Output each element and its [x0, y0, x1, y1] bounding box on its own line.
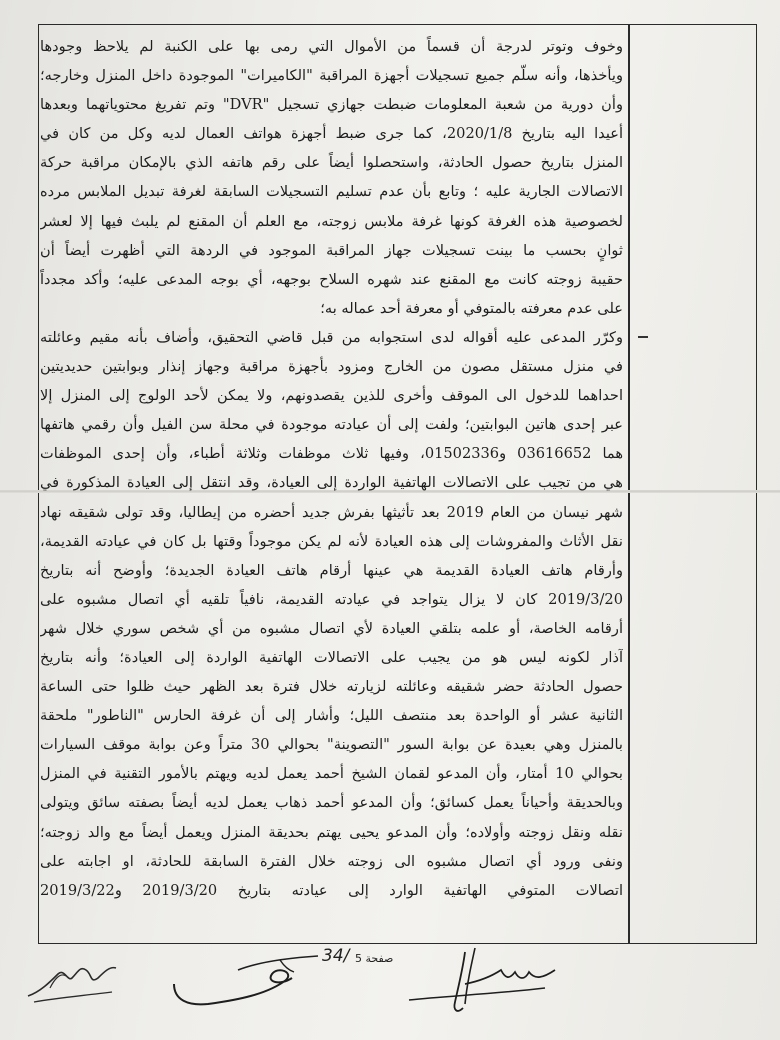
- right-signature: [405, 944, 585, 1020]
- text-line: الثانية عشر أو الواحدة بعد منتصف الليل؛ وأشار إلى أن غرفة الحارس "الناطور" ملحقة: [40, 707, 623, 725]
- text-line: لخصوصية هذه الغرفة كونها غرفة ملابس زوجته، مع العلم أن المقنع لم يلبث فيها إلا لعشر: [40, 212, 623, 230]
- text-line: في منزل مستقل مصون من الخارج ومزود بأجهزة مراقبة وجهاز إنذار وبوابتين حديديتين: [40, 358, 623, 376]
- text-line: أرقامه الخاصة، أو علمه بتلقي العيادة لأي اتصال مشبوه من أي شخص سوري خلال شهر: [40, 619, 623, 637]
- text-line: وأرقام هاتف العيادة القديمة هي عينها أرقام هاتف العيادة الجديدة؛ وأوضح أنه بتاريخ: [40, 561, 623, 579]
- text-line: وكرّر المدعى عليه أقواله لدى استجوابه من قبل قاضي التحقيق، وأضاف بأنه مقيم وعائلته: [40, 328, 623, 346]
- text-line: على عدم معرفته بالمتوفي أو معرفة أحد عماله به؛: [320, 299, 623, 317]
- text-line: حقيبة زوجته كانت مع المقنع عند شهره السلاح بوجهه، أي بوجه المدعى عليه؛ وأكد مجدداً: [40, 270, 623, 288]
- text-line: وخوف وتوتر لدرجة أن قسماً من الأموال التي رمى بها على الكنبة لم يلاحظ وجودها: [40, 38, 623, 55]
- text-line: المنزل بتاريخ حصول الحادثة، واستحصلوا أيضاً على رقم هاتفه الذي بالإمكان مراقبة حركة: [40, 154, 623, 172]
- text-line: نقل الأثاث والمفروشات إلى هذه العيادة لأنه لم يكن موجوداً وقتها بل كان في عيادته القديمة،: [40, 532, 623, 550]
- text-line: هما 03616652 و01502336، وفيها ثلاث موظفات وثلاثة أطباء، وأن إحدى الموظفات: [40, 445, 623, 463]
- margin-column-divider: [628, 24, 630, 944]
- document-body: [40, 32, 623, 905]
- page-footer: [0, 944, 780, 1040]
- text-line: آذار لكونه ليس هو من يجيب على الاتصالات الهاتفية الواردة إلى العيادة؛ وأنه بتاريخ: [40, 648, 623, 666]
- paragraph-dash-marker: [638, 336, 648, 338]
- text-line: بحوالي 10 أمتار، وأن المدعو لقمان الشيخ أحمد يعمل لديه ويهتم بالأمور التقنية في المنزل: [40, 765, 623, 783]
- text-line: نقله ونقل زوجته وأولاده؛ وأن المدعو يحيى يهتم بحديقة المنزل ويعمل أيضاً مع والد زوجته؛: [40, 823, 623, 841]
- text-line: وبالحديقة وأحياناً يعمل كسائق؛ وأن المدعو أحمد ذهاب يعمل لديه أيضاً بصفته سائق ويتولى: [40, 794, 623, 812]
- text-line: عبر إحدى هاتين البوابتين؛ ولفت إلى أن عيادته موجودة في محلة سن الفيل وأن رقمي هاتفها: [40, 416, 623, 434]
- left-signature: [20, 952, 130, 1008]
- text-line: ونفى ورود أي اتصال مشبوه الى زوجته خلال الفترة السابقة للحادثة، او اجابته على: [40, 852, 623, 870]
- text-line: احداهما للدخول الى الموقف وأخرى للذين يقصدونهم، ولا يمكن لأحد الولوج إلى المنزل إلا: [40, 387, 623, 405]
- text-line: ثوانٍ بحسب ما بينت تسجيلات جهاز المراقبة الموجود في الردهة التي أظهرت أيضاً أن: [40, 241, 623, 259]
- center-signature: [168, 950, 328, 1010]
- text-line: هي من تجيب على الاتصالات الهاتفية الواردة إلى العيادة، وقد انتقل إلى العيادة المذكورة في: [40, 474, 623, 492]
- page-label: صفحة 5: [355, 952, 394, 965]
- text-line: اتصالات المتوفي الهاتفية الوارد إلى عيادته بتاريخ 2019/3/20 و2019/3/22: [40, 881, 623, 899]
- page-number: 34/: [322, 946, 350, 966]
- text-line: ويأخذها، وأنه سلّم جميع تسجيلات أجهزة المراقبة "الكاميرات" الموجودة داخل المنزل وخارجه؛: [40, 67, 623, 85]
- text-line: حصول الحادثة حضر شقيقه وعائلته لزيارته خلال فترة بعد الظهر حيث ظلوا حتى الساعة: [40, 678, 623, 696]
- text-line: شهر نيسان من العام 2019 بعد تأثيثها بفرش جديد أحضره من إيطاليا، وقد تولى شقيقه نهاد: [40, 503, 623, 521]
- text-line: بالمنزل وهي بعيدة عن بوابة السور "التصوينة" بحوالي 30 متراً وعن بوابة موقف السيارات: [40, 736, 623, 754]
- text-line: أعيدا اليه بتاريخ 2020/1/8، كما جرى ضبط أجهزة هواتف العمال لديه وكل من كان في: [40, 125, 623, 143]
- text-line: الاتصالات الجارية عليه ؛ وتابع بأن عدم تسليم التسجيلات السابقة لغرفة تبديل الملابس مرده: [40, 183, 623, 201]
- text-line: 2019/3/20 كان لا يزال يتواجد في عيادته القديمة، نافياً تلقيه أي اتصال مشبوه على: [40, 590, 623, 608]
- text-line: وأن دورية من شعبة المعلومات ضبطت جهازي تسجيل "DVR" وتم تفريغ محتوياتهما وبعدها: [40, 96, 623, 114]
